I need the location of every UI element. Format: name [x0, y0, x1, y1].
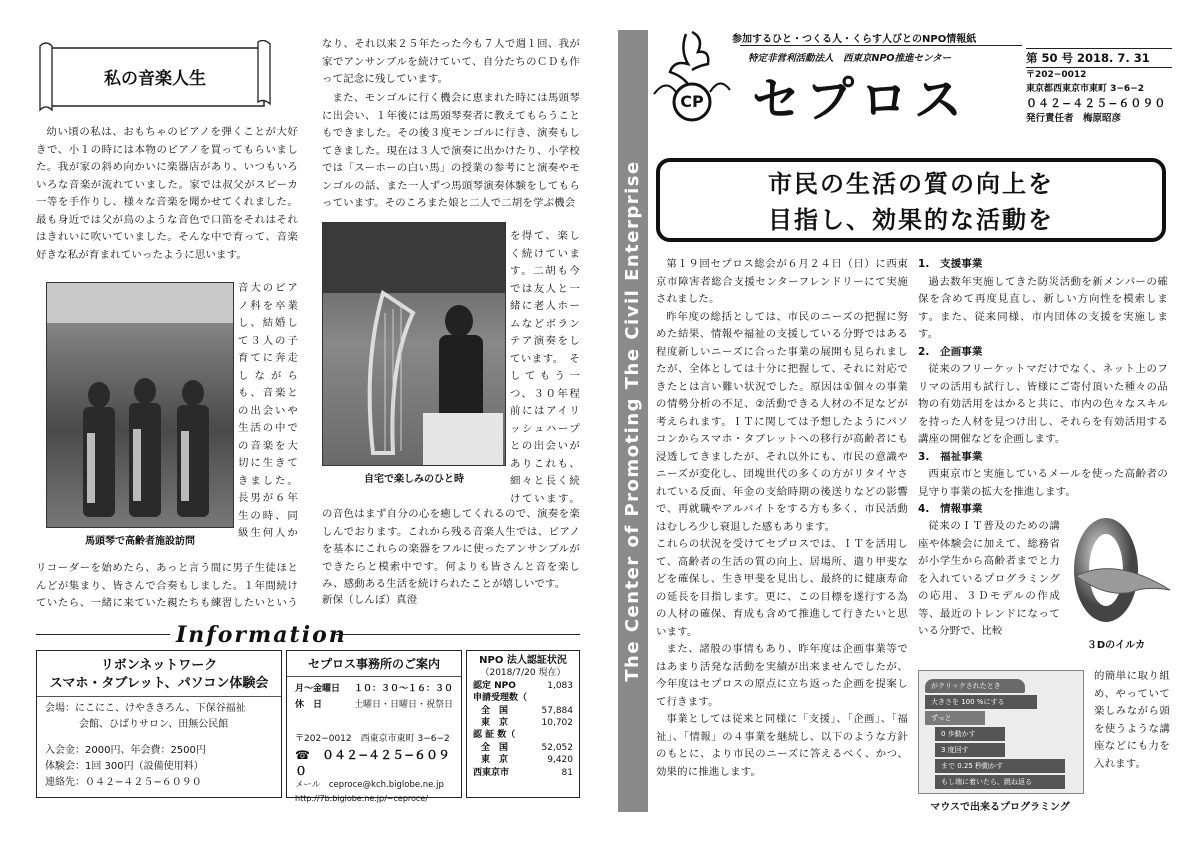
- article-title: 私の音楽人生: [104, 69, 206, 89]
- fee-line-1: 入会金：2000円、年会費：2500円: [45, 745, 206, 756]
- org-name: 特定非営利活動法人 西東京NPO推進センター: [748, 53, 952, 64]
- headline-box: [656, 158, 1166, 242]
- scratch-block: 大きさを 100 %にする: [925, 695, 1037, 709]
- tokyo-label: 東 京: [481, 718, 509, 729]
- nishitokyo-label: 西東京市: [473, 767, 510, 778]
- apply-label: 申請受理数（: [473, 693, 528, 704]
- author-name: 新保（しんぼ）真澄: [322, 594, 418, 606]
- section-3-title: 3. 福祉事業: [918, 450, 983, 463]
- holiday-value: 土曜日・日曜日・祝祭日: [353, 700, 453, 710]
- left-col1-text: [36, 124, 298, 274]
- dolphin-caption: ３Dのイルカ: [1086, 640, 1146, 651]
- info-box-office: [286, 650, 462, 803]
- issue-number: 第 50 号 2018. 7. 31: [1026, 48, 1172, 68]
- publisher-address: 東京都西東京市東町 3−6−2: [1026, 84, 1145, 94]
- npo-date: （2018/7/20 現在）: [480, 668, 566, 679]
- photo2-caption: 自宅で楽しみのひと時: [364, 474, 464, 485]
- left-col2-wrap: を得て、楽しく続けています。二胡も今では友人と一緒に老人ホームなどボランテア演奏をしています。 そしてもう一つ、３０年程前にはアイリッシュハープとの出会いがありこれも、細々と長く続けています。: [510, 230, 580, 505]
- info-box-ribbon: [36, 650, 282, 798]
- section-1-title: 1. 支援事業: [918, 258, 983, 270]
- dolphin-3d-icon: [1066, 506, 1172, 630]
- office-phone: ☎ ０４２−４２５−６０９０: [295, 748, 451, 778]
- paragraph: 第１９回セプロス総会が６月２４日（日）に西東京市障害者総合支援センターフレンドリーにて実施されました。: [656, 258, 908, 305]
- fee-line-2: 体験会：1回 300円（設備使用料）: [45, 761, 204, 772]
- header-rule: [740, 45, 1022, 46]
- photo-morin-khuur: [46, 282, 234, 528]
- right-col2-text: [918, 256, 1168, 518]
- masthead-info: [1026, 48, 1172, 126]
- office-address: 〒202−0012 西東京市東町 3−6−2: [295, 734, 450, 744]
- logo-title: セプロス: [752, 72, 969, 128]
- hours-label: 月〜金曜日: [295, 684, 341, 694]
- ribbon-subtitle: スマホ・タブレット、パソコン体験会: [37, 675, 281, 697]
- all-label: 全 国: [481, 705, 509, 716]
- scratch-block: ずっと: [925, 711, 985, 725]
- section-4-tail: 的簡単に取り組め、やっていて楽しみながら頭を使うような講座などにも力を入れます。: [1094, 670, 1170, 770]
- section-2-body: 従来のフリーケットマだけでなく、ネット上のフリマの活用も試行し、皆様にご寄付頂いた種々の品物の有効活用をはかると共に、市内の色々なスキルを持った人材を見つけ出し、それらを有効活用する講座の開催などを企画します。: [918, 363, 1168, 445]
- information-heading: Information: [176, 622, 347, 648]
- info-box-npo: [466, 650, 580, 798]
- section-4-body: 従来のＩＴ普及のための講座や体験会に加えて、総務省が小学生から高齢者までと力を入れているプログラミングの応用、３Ｄモデルの作成等、最近のトレンドになっている分野で、比較: [918, 520, 1060, 637]
- scratch-block: もし端に着いたら、跳ね返る: [935, 775, 1065, 789]
- section-3-body: 西東京市と実施しているメールを使った高齢者の見守り事業の拡大を推進します。: [918, 468, 1168, 498]
- photo-harp: [322, 222, 506, 466]
- headline-line2: 目指し、効果的な活動を: [768, 206, 1054, 234]
- scratch-block: 3 度回す: [935, 743, 1005, 757]
- left-col2-bottom: の音色はまず自分の心を癒してくれるので、演奏を楽しんでおります。これから残る音楽人生では、ピアノを基本にこれらの楽器をフルに使ったアンサンブルができたらと模索中です。何よりも皆さんと音を楽しみ、感動ある生活を続けられたことが嬉しいです。: [322, 508, 580, 590]
- paragraph: 事業としては従来と同様に「支援」、「企画」、「福祉」、「情報」の４事業を継続し、以下のような方針のもとに、より市民のニーズに答えるべく、かつ、効果的に推進します。: [656, 713, 908, 778]
- paragraph: 昨年度の総括としては、市民のニーズの把握に努めた結果、情報や福祉の支援している分野ではある程度新しいニーズに合った事業の展開も見られましたが、全体としては十分に把握して、それに対応できたとは言い難い状況でした。原因は①個々の事業の情勢分析の不足、②活動できる人材の不足などが考えられます。ＩＴに関しては予想したようにパソコンからスマホ・タブレットへの移行が高齢者にも浸透してきましたが、それ以外にも、市民の意識やニーズが変化し、団塊世代の多くの方がリタイヤされている反面、年金の支給時期の後送りなどの影響で、再就職やアルバイトをする方も多く、市民活動はむしろ少し衰退した感もあります。: [656, 310, 908, 533]
- scratch-block: まで 0.25 秒動かす: [935, 759, 1065, 773]
- performers-image-icon: [47, 283, 234, 528]
- left-col2-top: なり、それ以来２５年たった今も７人で週１回、我が家でアンサンブルを続けていて、自分たちのＣＤも作って記念に残しています。: [322, 38, 580, 85]
- scratch-caption: マウスで出来るプログラミング: [930, 802, 1070, 813]
- all-value: 57,884: [541, 705, 573, 716]
- section-4-wrap: [918, 518, 1060, 668]
- logo-mark: [652, 30, 732, 130]
- cert-label: 認定 NPO: [473, 680, 516, 691]
- auth-label: 認 証 数（: [473, 730, 516, 741]
- all-value-2: 52,052: [541, 742, 573, 753]
- office-mail[interactable]: メール ceproce@kch.biglobe.ne.jp: [295, 780, 444, 790]
- nishitokyo-value: 81: [561, 767, 573, 778]
- info-divider: [336, 634, 580, 635]
- scratch-block-hat: がクリックされたとき: [925, 679, 1025, 693]
- scratch-block: 0 歩動かす: [935, 727, 1005, 741]
- tokyo-value: 10,702: [541, 718, 573, 729]
- paragraph: 幼い頃の私は、おもちゃのピアノを弾くことが大好きで、小１の時には本物のピアノを買ってもらいました。我が家の斜め向かいに楽器店があり、いつもいろいろな音楽が流れていました。家では叔父がスピーカ一等を手作りし、様々な音楽を聞かせてくれました。最も身近では父が鳥のような音色で口笛をそれはそれはきれいに吹いていました。そんな中で育って、音楽好きな私が育まれていったように思います。: [36, 126, 298, 261]
- tagline: 参加するひと・つくる人・くらす人びとのNPO情報紙: [732, 34, 977, 45]
- section-2-title: 2. 企画事業: [918, 345, 983, 358]
- office-title: セプロス事務所のご案内: [287, 655, 461, 677]
- tokyo-value-2: 9,420: [547, 755, 573, 766]
- cert-value: 1,083: [547, 680, 573, 691]
- venue-1: にこにこ、けやききろん、下保谷福祉: [75, 703, 246, 714]
- venue-label: 会場：: [45, 703, 75, 714]
- vertical-banner-text: The Center of Promoting The Civil Enterprise: [622, 160, 643, 682]
- paragraph: また、諸般の事情もあり、昨年度は企画事業等ではあまり活発な活動を実績が出来ませんでしたが、今年度はセプロスの原点に立ち返った企画を提案して行きます。: [656, 643, 908, 708]
- vertical-banner: [618, 30, 648, 812]
- npo-title: NPO 法人認証状況: [479, 655, 567, 666]
- paragraph: これらの状況を受けてセプロスでは、ＩＴを活用して、高齢者の生活の質の向上、居場所、遣り甲斐などを確保し、生き甲斐を見出し、最終的に健康寿命の延長を目指します。更に、この目標を遂行する為の人材の確保、育成も含めて推進して行きたいと思います。: [656, 538, 908, 638]
- photo1-caption: 馬頭琴で高齢者施設訪問: [85, 536, 195, 547]
- tokyo-label-2: 東 京: [481, 755, 509, 766]
- harp-player-image-icon: [323, 223, 506, 466]
- logo-cp-text: CP: [680, 92, 704, 111]
- contact-line: 連絡先：０４２−４２５−６０９０: [45, 777, 202, 788]
- title-scroll: [36, 40, 274, 112]
- holiday-label: 休 日: [295, 700, 323, 710]
- left-col1-wrap: 音大のピアノ科を卒業し、結婚して３人の子育てに奔走しながらも、音楽との出会いや生活の中での音楽を大切に生きてきました。長男が６年生の時、同級生何人か: [238, 282, 298, 539]
- postal-code: 〒202−0012: [1026, 70, 1087, 80]
- hours-value: １０：３０〜１６：３０: [353, 684, 453, 694]
- ribbon-title: リボンネットワーク: [100, 658, 218, 673]
- left-col1-bottom: リコーダーを始めたら、あっと言う間に男子生徒ほとんどが集まり、皆さんで合奏もしました。１年間続けていたら、一緒に来ていた親たちも練習したいという: [36, 562, 298, 609]
- venue-2: 会館、ひばりサロン、田無公民館: [79, 719, 229, 730]
- info-divider: [36, 634, 170, 635]
- right-col1-text: [656, 256, 908, 818]
- publisher-phone: ０４２−４２５−６０９０: [1026, 97, 1167, 110]
- section-1-body: 過去数年実施してきた防災活動を新メンバーの確保を含めて再度見直し、新しい方向性を模索します。また、従来同様、市内団体の支援を実施します。: [918, 275, 1168, 340]
- office-url[interactable]: http://7b.biglobe.ne.jp/~ceproce/: [295, 794, 428, 803]
- paragraph: また、モンゴルに行く機会に恵まれた時には馬頭琴に出会い、１年後には馬頭琴奏者に教えてもらうこともできました。その後３度モンゴルに行き、演奏もしてきました。現在は３人で演奏に出かけたり、小学校では「スーホーの白い馬」の授業の参考にと演奏やモンゴルの話、また一人ずつ馬頭琴演奏体験をしてもらっています。そのころまた娘と二人で二胡を学ぶ機会: [322, 92, 580, 209]
- dolphin-image: [1066, 506, 1172, 630]
- scratch-image: [918, 670, 1084, 794]
- headline-line1: 市民の生活の質の向上を: [768, 170, 1054, 198]
- left-col2-p2: [322, 90, 580, 230]
- section-4-title: 4. 情報事業: [918, 503, 983, 515]
- all-label-2: 全 国: [481, 742, 509, 753]
- publisher-name: 発行責任者 梅原昭彦: [1026, 113, 1122, 124]
- dove-logo-icon: [652, 30, 732, 130]
